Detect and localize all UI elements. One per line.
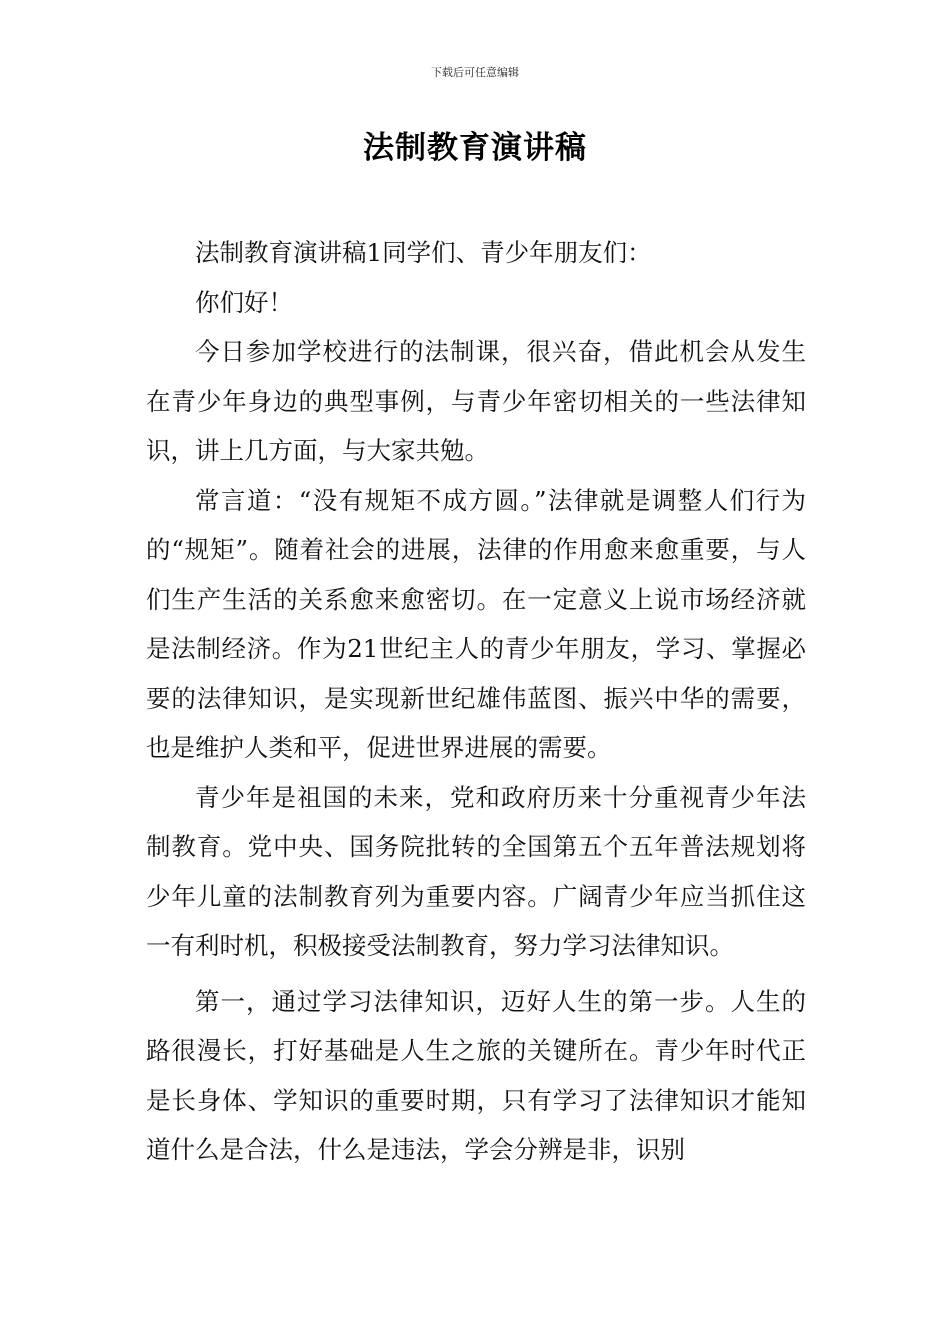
paragraph-rules: 常言道：“没有规矩不成方圆。”法律就是调整人们行为的“规矩”。随着社会的进展，法律的作用愈来愈重要，与人们生产生活的关系愈来愈密切。在一定意义上说市场经济就是法制经济。作为21世纪主人的青少年朋友，学习、掌握必要的法律知识，是实现新世纪雄伟蓝图、振兴中华的需要，也是维护人类和平，促进世界进展的需要。 — [146, 485, 806, 762]
header-note: 下载后可任意编辑 — [431, 66, 519, 79]
paragraph-first-point: 第一，通过学习法律知识，迈好人生的第一步。人生的路很漫长，打好基础是人生之旅的关键所在。青少年时代正是长身体、学知识的重要时期，只有学习了法律知识才能知道什么是合法，什么是违法，学会分辨是非，识别 — [146, 986, 806, 1164]
paragraph-intro: 今日参加学校进行的法制课，很兴奋，借此机会从发生在青少年身边的典型事例，与青少年密切相关的一些法律知识，讲上几方面，与大家共勉。 — [146, 337, 806, 465]
paragraph-youth: 青少年是祖国的未来，党和政府历来十分重视青少年法制教育。党中央、国务院批转的全国第五个五年普法规划将少年儿童的法制教育列为重要内容。广阔青少年应当抓住这一有利时机，积极接受法制教育，努力学习法律知识。 — [146, 782, 806, 960]
document-body — [146, 228, 806, 1175]
document-title: 法制教育演讲稿 — [363, 130, 587, 166]
paragraph-hello: 你们好！ — [195, 287, 293, 317]
paragraph-greeting: 法制教育演讲稿1同学们、青少年朋友们： — [195, 238, 652, 267]
